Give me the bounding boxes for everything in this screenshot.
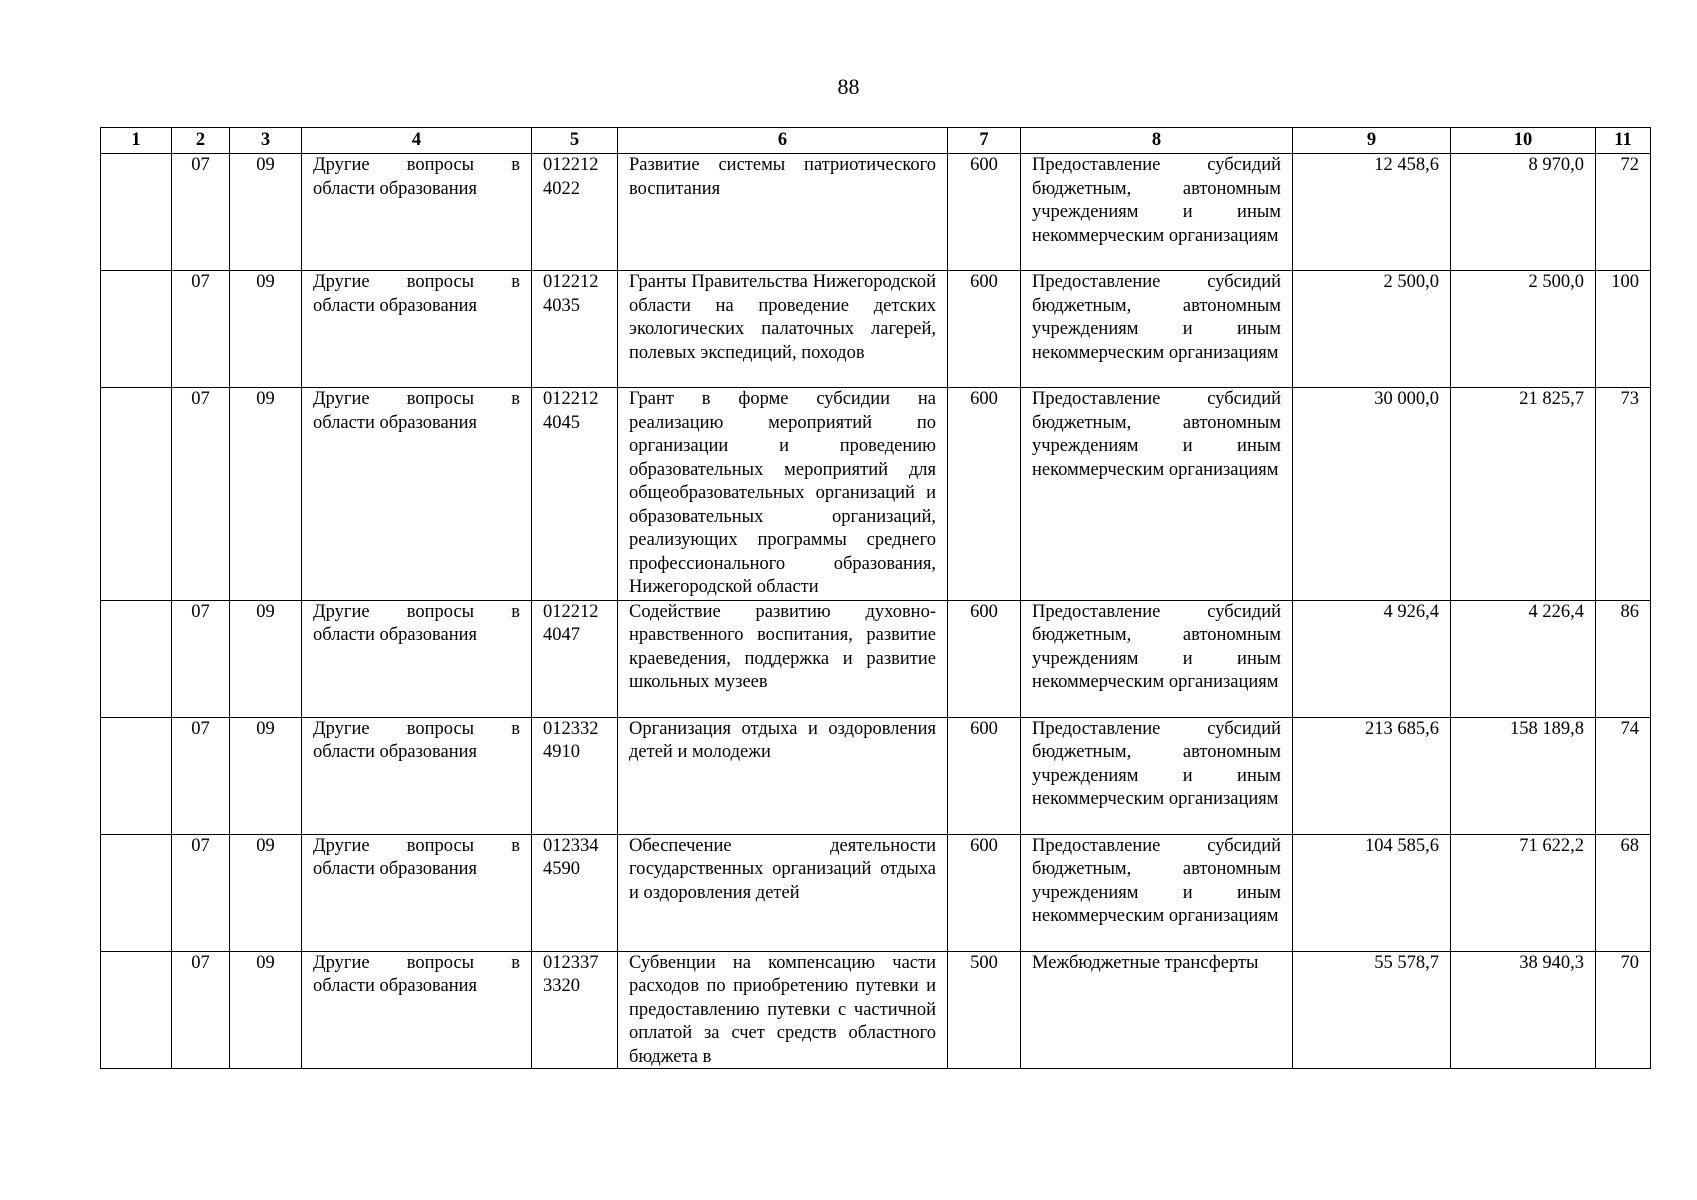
column-header: 11 [1596, 128, 1651, 154]
table-row [101, 834, 1651, 951]
cell-actual: 2 500,0 [1451, 271, 1596, 388]
cell-expense-type: 600 [948, 717, 1021, 834]
cell-target-name: Гранты Правительства Нижегородской области на проведение детских экологических палаточных лагерей, полевых экспедиций, походов [618, 271, 948, 388]
column-header: 7 [948, 128, 1021, 154]
cell-section: 07 [172, 388, 230, 601]
cell-col1 [101, 717, 172, 834]
cell-expense-type-name: Предоставление субсидий бюджетным, автономным учреждениям и иным некоммерческим организациям [1021, 717, 1293, 834]
cell-subsection-name: Другие вопросы в области образования [302, 717, 532, 834]
cell-section: 07 [172, 600, 230, 717]
cell-subsection: 09 [230, 271, 302, 388]
cell-plan: 104 585,6 [1293, 834, 1451, 951]
cell-actual: 8 970,0 [1451, 154, 1596, 271]
cell-target-name: Грант в форме субсидии на реализацию мероприятий по организации и проведению образовательных мероприятий для общеобразовательных организаций и образовательных организаций, реализующих программы среднего профессионального образования, Нижегородской области [618, 388, 948, 601]
cell-target-code: 0123344590 [532, 834, 618, 951]
cell-col1 [101, 951, 172, 1068]
cell-col1 [101, 834, 172, 951]
cell-percent: 68 [1596, 834, 1651, 951]
cell-subsection: 09 [230, 951, 302, 1068]
cell-target-code: 0122124035 [532, 271, 618, 388]
cell-section: 07 [172, 271, 230, 388]
cell-target-name: Развитие системы патриотического воспитания [618, 154, 948, 271]
cell-subsection-name: Другие вопросы в области образования [302, 600, 532, 717]
cell-subsection: 09 [230, 717, 302, 834]
column-header: 9 [1293, 128, 1451, 154]
column-header: 4 [302, 128, 532, 154]
cell-expense-type: 600 [948, 154, 1021, 271]
table-row [101, 388, 1651, 601]
cell-subsection-name: Другие вопросы в области образования [302, 388, 532, 601]
column-header: 5 [532, 128, 618, 154]
cell-expense-type-name: Межбюджетные трансферты [1021, 951, 1293, 1068]
cell-actual: 4 226,4 [1451, 600, 1596, 717]
cell-actual: 71 622,2 [1451, 834, 1596, 951]
cell-target-name-text: Субвенции на компенсацию части расходов по приобретению путевки и предоставлению путевки с частичной оплатой за счет средств областного бюджета в [629, 952, 936, 1067]
cell-target-code: 0123324910 [532, 717, 618, 834]
table-header-row [101, 128, 1651, 154]
cell-percent: 86 [1596, 600, 1651, 717]
cell-actual: 158 189,8 [1451, 717, 1596, 834]
cell-col1 [101, 271, 172, 388]
cell-section: 07 [172, 951, 230, 1068]
cell-expense-type-name: Предоставление субсидий бюджетным, автономным учреждениям и иным некоммерческим организациям [1021, 154, 1293, 271]
column-header: 8 [1021, 128, 1293, 154]
cell-percent: 73 [1596, 388, 1651, 601]
column-header: 10 [1451, 128, 1596, 154]
column-header: 2 [172, 128, 230, 154]
table-row [101, 717, 1651, 834]
cell-percent: 74 [1596, 717, 1651, 834]
cell-subsection: 09 [230, 834, 302, 951]
table-row [101, 271, 1651, 388]
cell-target-code: 0123373320 [532, 951, 618, 1068]
cell-col1 [101, 388, 172, 601]
cell-section: 07 [172, 717, 230, 834]
column-header: 1 [101, 128, 172, 154]
cell-col1 [101, 600, 172, 717]
cell-actual: 21 825,7 [1451, 388, 1596, 601]
cell-target-code: 0122124022 [532, 154, 618, 271]
cell-expense-type: 600 [948, 834, 1021, 951]
cell-expense-type-name: Предоставление субсидий бюджетным, автономным учреждениям и иным некоммерческим организациям [1021, 271, 1293, 388]
column-header: 3 [230, 128, 302, 154]
table-row [101, 154, 1651, 271]
cell-percent: 100 [1596, 271, 1651, 388]
page-number: 88 [837, 74, 860, 99]
cell-subsection: 09 [230, 388, 302, 601]
cell-target-name [618, 951, 948, 1068]
cell-expense-type: 600 [948, 600, 1021, 717]
cell-percent: 72 [1596, 154, 1651, 271]
cell-subsection: 09 [230, 600, 302, 717]
cell-subsection-name: Другие вопросы в области образования [302, 834, 532, 951]
cell-plan: 4 926,4 [1293, 600, 1451, 717]
cell-subsection-name: Другие вопросы в области образования [302, 951, 532, 1068]
cell-section: 07 [172, 834, 230, 951]
table-row [101, 951, 1651, 1068]
cell-plan: 213 685,6 [1293, 717, 1451, 834]
cell-actual: 38 940,3 [1451, 951, 1596, 1068]
cell-expense-type: 500 [948, 951, 1021, 1068]
column-header: 6 [618, 128, 948, 154]
cell-subsection-name: Другие вопросы в области образования [302, 154, 532, 271]
budget-table [100, 127, 1651, 1069]
cell-target-code: 0122124047 [532, 600, 618, 717]
cell-target-name: Содействие развитию духовно-нравственного воспитания, развитие краеведения, поддержка и развитие школьных музеев [618, 600, 948, 717]
cell-plan: 12 458,6 [1293, 154, 1451, 271]
cell-target-code: 0122124045 [532, 388, 618, 601]
cell-target-name: Организация отдыха и оздоровления детей и молодежи [618, 717, 948, 834]
cell-expense-type-name: Предоставление субсидий бюджетным, автономным учреждениям и иным некоммерческим организациям [1021, 388, 1293, 601]
cell-col1 [101, 154, 172, 271]
cell-section: 07 [172, 154, 230, 271]
cell-expense-type-name: Предоставление субсидий бюджетным, автономным учреждениям и иным некоммерческим организациям [1021, 600, 1293, 717]
cell-expense-type-name: Предоставление субсидий бюджетным, автономным учреждениям и иным некоммерческим организациям [1021, 834, 1293, 951]
cell-plan: 55 578,7 [1293, 951, 1451, 1068]
table-row [101, 600, 1651, 717]
cell-plan: 30 000,0 [1293, 388, 1451, 601]
cell-subsection-name: Другие вопросы в области образования [302, 271, 532, 388]
cell-plan: 2 500,0 [1293, 271, 1451, 388]
cell-target-name: Обеспечение деятельности государственных организаций отдыха и оздоровления детей [618, 834, 948, 951]
cell-percent: 70 [1596, 951, 1651, 1068]
cell-expense-type: 600 [948, 271, 1021, 388]
cell-expense-type: 600 [948, 388, 1021, 601]
cell-subsection: 09 [230, 154, 302, 271]
